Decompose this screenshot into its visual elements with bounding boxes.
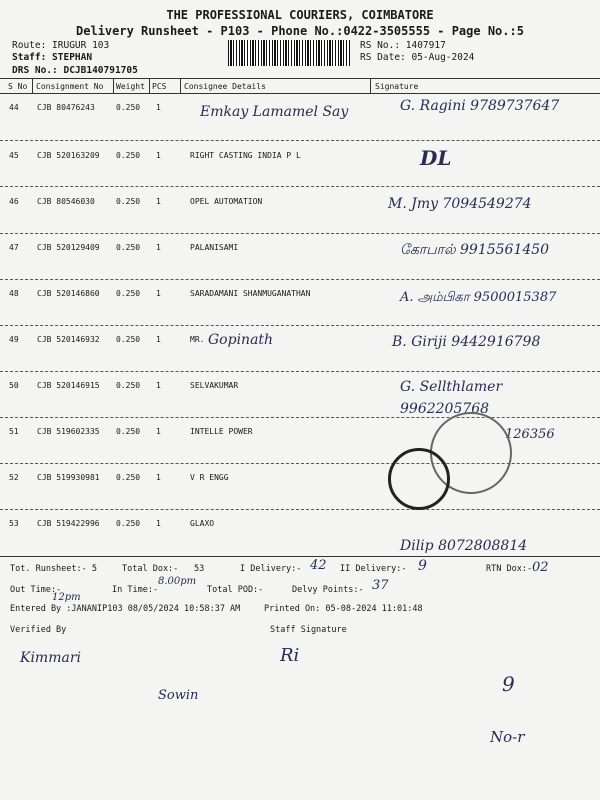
in-time-value: 8.00pm (158, 576, 197, 587)
row-signature: 126356 (505, 427, 555, 442)
row-pcs: 1 (156, 473, 161, 482)
printed-on: Printed On: 05-08-2024 11:01:48 (264, 604, 423, 614)
row-pcs: 1 (156, 335, 161, 344)
row-pcs: 1 (156, 427, 161, 436)
row-sno: 51 (9, 427, 19, 436)
corner-note: No-r (490, 728, 525, 746)
row-consignee: SELVAKUMAR (190, 381, 239, 390)
row-weight: 0.250 (116, 427, 141, 436)
row-consignment: CJB 80476243 (37, 103, 95, 112)
row-signature: Dilip 8072808814 (400, 538, 528, 554)
row-pcs: 1 (156, 197, 161, 206)
row-consignment: CJB 520129409 (37, 243, 100, 252)
row-sno: 48 (9, 289, 19, 298)
table-bottom-rule (0, 556, 600, 557)
col-signature: Signature (375, 82, 419, 91)
row-consignment: CJB 520146860 (37, 289, 100, 298)
row-signature: B. Giriji 9442916798 (392, 334, 541, 350)
row-consignment: CJB 519602335 (37, 427, 100, 436)
row-consignee: INTELLE POWER (190, 427, 253, 436)
row-consignee: SARADAMANI SHANMUGANATHAN (190, 289, 311, 298)
staff-label: Staff: STEPHAN (12, 52, 93, 63)
row-consignee: OPEL AUTOMATION (190, 197, 263, 206)
rtn-dox-label: RTN Dox:- (486, 564, 533, 574)
total-pod-label: Total POD:- (207, 585, 264, 595)
row-weight: 0.250 (116, 197, 141, 206)
row-weight: 0.250 (116, 151, 141, 160)
rtn-dox-value: 02 (532, 560, 549, 575)
row-consignee: MR. (190, 335, 205, 344)
row-weight: 0.250 (116, 473, 141, 482)
col-consignee: Consignee Details (184, 82, 266, 91)
table-header-rule (0, 93, 600, 94)
row-pcs: 1 (156, 289, 161, 298)
row-consignment: CJB 519930981 (37, 473, 100, 482)
row-consignment: CJB 520163209 (37, 151, 100, 160)
barcode (228, 40, 350, 66)
staff-signature: Ri (280, 645, 300, 666)
verified-signature: Kimmari (20, 650, 82, 666)
row-sno: 44 (9, 103, 19, 112)
row-weight: 0.250 (116, 519, 141, 528)
handwritten-consignee: Gopinath (208, 332, 274, 348)
route-label: Route: IRUGUR 103 (12, 40, 110, 51)
row-signature: G. Sellthlamer 9962205768 (400, 379, 503, 417)
total-dox-value: 53 (194, 564, 205, 574)
row-signature: DL (420, 146, 452, 170)
i-delivery-value: 42 (310, 558, 327, 573)
row-pcs: 1 (156, 151, 161, 160)
row-consignee: RIGHT CASTING INDIA P L (190, 151, 301, 160)
ii-delivery-value: 9 (418, 558, 427, 574)
total-dox-label: Total Dox:- (122, 564, 179, 574)
row-consignment: CJB 80546030 (37, 197, 95, 206)
row-sno: 49 (9, 335, 19, 344)
row-weight: 0.250 (116, 103, 141, 112)
verified-by-label: Verified By (10, 625, 67, 635)
col-sno: S No (8, 82, 28, 91)
table-top-rule (0, 78, 600, 79)
ii-delivery-label: II Delivery:- (340, 564, 407, 574)
col-pcs: PCS (152, 82, 167, 91)
drs-number: DRS No.: DCJB140791705 (12, 65, 138, 76)
row-consignee: V R ENGG (190, 473, 229, 482)
row-weight: 0.250 (116, 381, 141, 390)
row-pcs: 1 (156, 103, 161, 112)
row-sno: 46 (9, 197, 19, 206)
out-time-value: 12pm (52, 592, 81, 603)
company-title: THE PROFESSIONAL COURIERS, COIMBATORE (166, 8, 434, 22)
row-signature: A. அம்பிகா 9500015387 (400, 290, 557, 305)
round-stamp (388, 448, 450, 510)
row-consignment: CJB 520146932 (37, 335, 100, 344)
col-consignment: Consignment No (36, 82, 104, 91)
out-time-label: Out Time:- (10, 585, 62, 595)
tot-runsheet: Tot. Runsheet:- 5 (10, 564, 97, 574)
bottom-signature: Sowin (158, 688, 199, 703)
row-consignee: PALANISAMI (190, 243, 239, 252)
row-sno: 53 (9, 519, 19, 528)
delvy-points-label: Delvy Points:- (292, 585, 364, 595)
in-time-label: In Time:- (112, 585, 159, 595)
rs-number: RS No.: 1407917 (360, 40, 446, 51)
row-consignment: CJB 520146915 (37, 381, 100, 390)
runsheet-title: Delivery Runsheet - P103 - Phone No.:0422-3505555 - Page No.:5 (76, 24, 524, 38)
row-consignee: GLAXO (190, 519, 215, 528)
entered-by: Entered By :JANANIP103 08/05/2024 10:58:37 AM (10, 604, 241, 614)
row-signature: M. Jmy 7094549274 (388, 196, 532, 212)
row-weight: 0.250 (116, 289, 141, 298)
row-consignment: CJB 519422996 (37, 519, 100, 528)
row-pcs: 1 (156, 381, 161, 390)
row-sno: 52 (9, 473, 19, 482)
row-signature: G. Ragini 9789737647 (400, 98, 560, 114)
i-delivery-label: I Delivery:- (240, 564, 302, 574)
row-sno: 45 (9, 151, 19, 160)
row-pcs: 1 (156, 519, 161, 528)
row-signature: கோபால் 9915561450 (400, 242, 550, 258)
handwritten-consignee: Emkay Lamamel Say (200, 104, 349, 120)
rs-date: RS Date: 05-Aug-2024 (360, 52, 475, 63)
row-weight: 0.250 (116, 243, 141, 252)
col-weight: Weight (116, 82, 145, 91)
row-sno: 47 (9, 243, 19, 252)
row-weight: 0.250 (116, 335, 141, 344)
row-pcs: 1 (156, 243, 161, 252)
staff-signature-label: Staff Signature (270, 625, 347, 635)
delvy-points-value: 37 (372, 578, 389, 593)
corner-number: 9 (502, 672, 515, 696)
row-sno: 50 (9, 381, 19, 390)
